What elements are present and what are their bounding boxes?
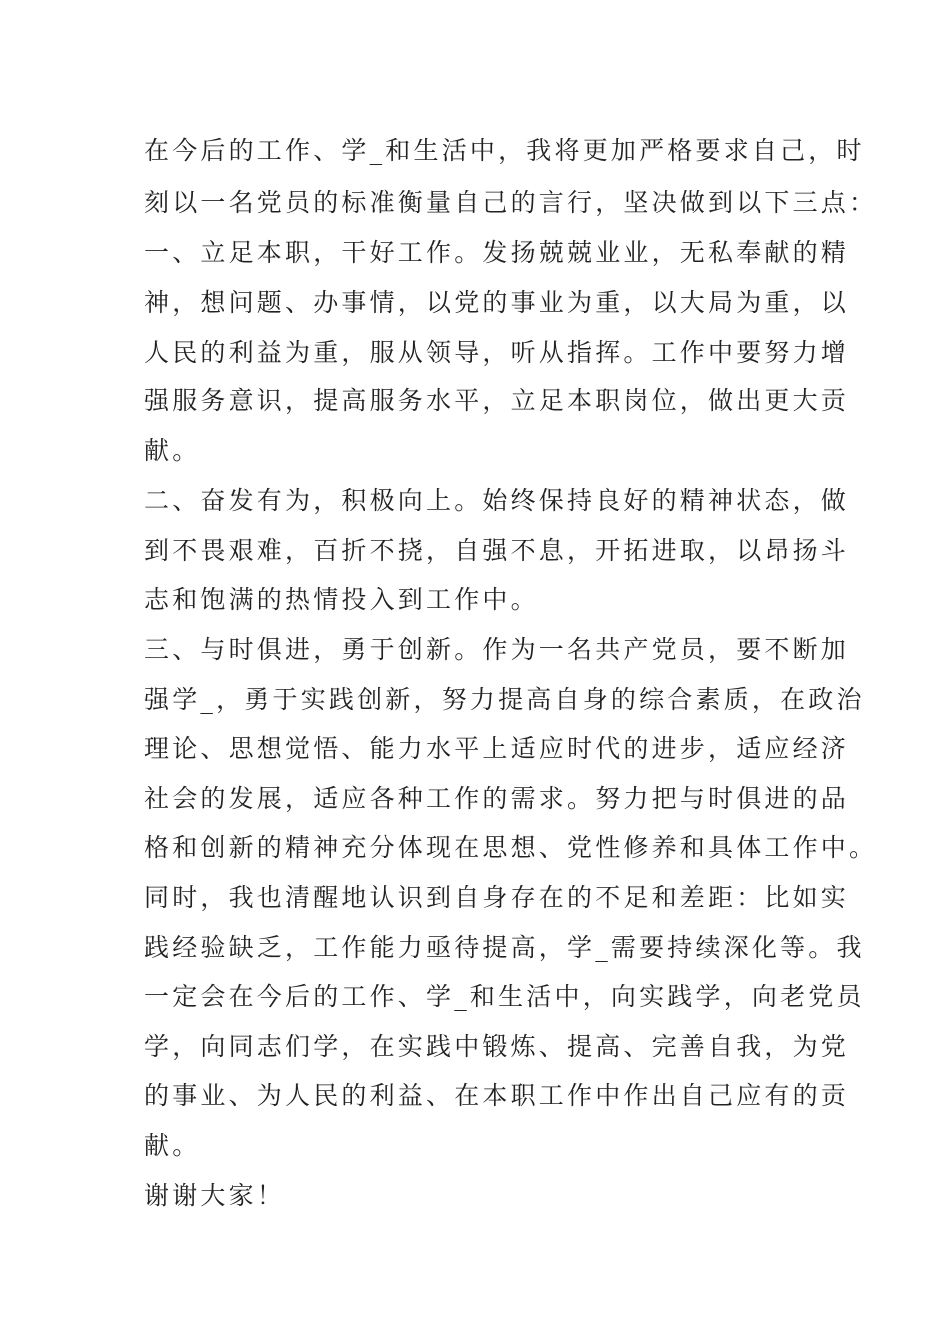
closing-line: 谢谢大家！ <box>144 1181 286 1210</box>
text-line: 强学_，勇于实践创新，努力提高自身的综合素质，在政治 <box>144 685 865 714</box>
text-line: 的事业、为人民的利益、在本职工作中作出自己应有的贡 <box>144 1081 850 1110</box>
text-line: 到不畏艰难，百折不挠，自强不息，开拓进取，以昂扬斗 <box>144 536 850 565</box>
text-line: 刻以一名党员的标准衡量自己的言行，坚决做到以下三点： <box>144 188 878 217</box>
text-line: 学，向同志们学，在实践中锻炼、提高、完善自我，为党 <box>144 1032 850 1061</box>
text-line: 献。 <box>144 1131 201 1160</box>
text-line: 社会的发展，适应各种工作的需求。努力把与时俱进的品 <box>144 784 850 813</box>
text-line: 在今后的工作、学_和生活中，我将更加严格要求自己，时 <box>144 136 865 165</box>
text-line: 人民的利益为重，服从领导，听从指挥。工作中要努力增 <box>144 338 850 367</box>
text-line: 献。 <box>144 436 201 465</box>
text-line: 三、与时俱进，勇于创新。作为一名共产党员，要不断加 <box>144 635 850 664</box>
text-line: 强服务意识，提高服务水平，立足本职岗位，做出更大贡 <box>144 386 850 415</box>
text-line: 神，想问题、办事情，以党的事业为重，以大局为重，以 <box>144 288 850 317</box>
text-line: 格和创新的精神充分体现在思想、党性修养和具体工作中。 <box>144 833 878 862</box>
text-line: 同时，我也清醒地认识到自身存在的不足和差距：比如实 <box>144 883 850 912</box>
text-line: 二、奋发有为，积极向上。始终保持良好的精神状态，做 <box>144 486 850 515</box>
text-line: 一、立足本职，干好工作。发扬兢兢业业，无私奉献的精 <box>144 238 850 267</box>
text-line: 理论、思想觉悟、能力水平上适应时代的进步，适应经济 <box>144 734 850 763</box>
text-line: 践经验缺乏，工作能力亟待提高，学_需要持续深化等。我 <box>144 933 865 962</box>
text-line: 一定会在今后的工作、学_和生活中，向实践学，向老党员 <box>144 982 865 1011</box>
text-line: 志和饱满的热情投入到工作中。 <box>144 585 539 614</box>
